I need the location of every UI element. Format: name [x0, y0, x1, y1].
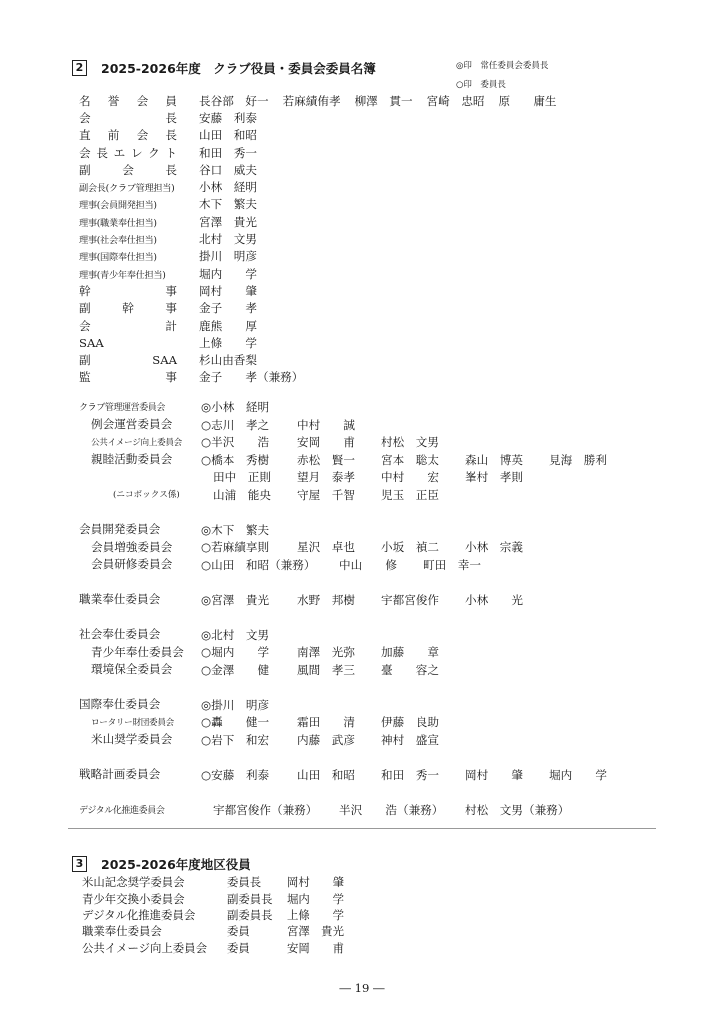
committees-list [79, 398, 699, 818]
committee-member: ○安藤 利泰 [201, 767, 270, 782]
officer-name: 金子 孝（兼務） [199, 370, 304, 385]
committee-members [201, 591, 699, 608]
officer-title: 監事 [79, 370, 177, 385]
committee-member: ◎宮澤 貴光 [201, 592, 270, 607]
officer-title: 副幹事 [79, 301, 177, 316]
officers-list [79, 92, 571, 386]
committee-row [79, 643, 699, 661]
district-officers-list [82, 874, 344, 956]
officer-names [199, 145, 271, 161]
committee-name: 国際奉仕委員会 [79, 697, 161, 712]
committee-member: 小林 光 [465, 592, 523, 607]
officer-row [79, 282, 571, 299]
officer-name: 柳澤 貫一 [354, 93, 413, 108]
committee-member: 伊藤 良助 [381, 715, 439, 730]
committee-member: 宮本 聡太 [381, 452, 439, 467]
committee-member: 和田 秀一 [381, 767, 439, 782]
committee-member: ○金澤 健 [201, 662, 270, 677]
committee-member: 守屋 千智 [297, 487, 355, 502]
section-title: 2025-2026年度 クラブ役員・委員会委員名簿 [101, 61, 376, 76]
committee-row [79, 416, 699, 434]
district-role: 委員 [227, 940, 250, 955]
district-row [82, 907, 344, 923]
committee-members [201, 486, 699, 503]
officer-row [79, 144, 571, 161]
district-name: 堀内 学 [287, 891, 344, 906]
officer-names [199, 179, 271, 195]
committee-members [201, 468, 699, 485]
committee-members [201, 713, 699, 730]
committee-row [79, 661, 699, 679]
officer-title: 会長 [79, 110, 177, 125]
officer-names [199, 335, 271, 351]
committee-row [79, 538, 699, 556]
committee-member: 宇都宮俊作 [381, 592, 439, 607]
committee-name: 青少年奉仕委員会 [91, 644, 184, 659]
officer-names [199, 352, 271, 368]
committee-name: 職業奉仕委員会 [79, 592, 161, 607]
committee-name: 戦略計画委員会 [79, 767, 161, 782]
committee-row [79, 521, 699, 539]
officer-title: 理事(職業奉仕担当) [79, 217, 157, 229]
committee-members [201, 643, 699, 660]
committee-name: 会員開発委員会 [79, 522, 161, 537]
district-committee: 米山記念奨学委員会 [82, 875, 185, 890]
committee-members [201, 626, 699, 643]
committee-members [201, 398, 699, 415]
officer-name: 和田 秀一 [199, 145, 257, 160]
committee-member: 児玉 正臣 [381, 487, 439, 502]
committee-member: 加藤 章 [381, 645, 439, 660]
committee-members [201, 661, 699, 678]
officer-names [199, 266, 271, 282]
committee-row [79, 486, 699, 504]
committee-member: 小林 宗義 [465, 540, 523, 555]
district-committee: 青少年交換小委員会 [82, 891, 185, 906]
officer-title: 理事(国際奉仕担当) [79, 252, 157, 264]
officer-name: 小林 経明 [199, 180, 257, 195]
committee-members [201, 766, 699, 783]
legend-chair-of-standing: ◎印 常任委員会委員長 [456, 61, 549, 71]
officer-row [79, 161, 571, 178]
officer-title: 直前会長 [79, 128, 177, 143]
committee-member: 岡村 肇 [465, 767, 523, 782]
committee-member: 半沢 浩（兼務） [339, 802, 444, 817]
district-role: 委員 [227, 924, 250, 939]
officer-title: 名誉会員 [79, 93, 177, 108]
committee-row [79, 696, 699, 714]
committee-members [201, 538, 699, 555]
section-divider [68, 828, 656, 829]
committee-name: 環境保全委員会 [91, 662, 173, 677]
section-number-box: 3 [72, 856, 87, 872]
officer-names [199, 93, 571, 109]
committee-member: ○橋本 秀樹 [201, 452, 270, 467]
committee-member: ◎小林 経明 [201, 400, 270, 415]
officer-names [199, 369, 317, 385]
officer-row [79, 248, 571, 265]
officer-row [79, 230, 571, 247]
committee-member: 中村 宏 [381, 470, 439, 485]
section-number-box: 2 [72, 60, 87, 76]
spacer [79, 608, 699, 626]
committee-member: 町田 幸一 [423, 557, 481, 572]
officer-names [199, 196, 271, 212]
officer-names [199, 127, 271, 143]
officer-title: 幹事 [79, 283, 177, 298]
spacer [79, 678, 699, 696]
committee-row [79, 731, 699, 749]
officer-name: 堀内 学 [199, 266, 257, 281]
committee-member: 星沢 卓也 [297, 540, 355, 555]
officer-title: 副SAA [79, 353, 177, 368]
committee-member: 南澤 光弥 [297, 645, 355, 660]
committee-row [79, 766, 699, 784]
district-role: 副委員長 [227, 907, 273, 922]
spacer [79, 783, 699, 801]
officer-name: 谷口 威夫 [199, 162, 257, 177]
committee-member: ◎掛川 明彦 [201, 697, 270, 712]
district-committee: 職業奉仕委員会 [82, 924, 162, 939]
committee-row [79, 433, 699, 451]
officer-row [79, 300, 571, 317]
committee-member: 望月 泰孝 [297, 470, 355, 485]
district-row [82, 874, 344, 890]
committee-name: 社会奉仕委員会 [79, 627, 161, 642]
officer-title: 理事(青少年奉仕担当) [79, 269, 166, 281]
committee-member: 堀内 学 [549, 767, 607, 782]
officer-name: 北村 文男 [199, 232, 257, 247]
officer-names [199, 214, 271, 230]
officer-names [199, 283, 271, 299]
officer-row [79, 213, 571, 230]
committee-member: ○志川 孝之 [201, 417, 270, 432]
section-title: 2025-2026年度地区役員 [101, 857, 251, 872]
committee-name: (ニコボックス係) [113, 490, 180, 501]
committee-row [79, 801, 699, 819]
officer-name: 上條 学 [199, 335, 257, 350]
committee-member: 村松 文男（兼務） [465, 802, 570, 817]
officer-title: 会計 [79, 318, 177, 333]
district-committee: デジタル化推進委員会 [82, 907, 196, 922]
district-row [82, 940, 344, 956]
officer-name: 木下 繁夫 [199, 197, 257, 212]
officer-name: 金子 孝 [199, 301, 257, 316]
officer-title: 会長エレクト [79, 145, 177, 160]
officer-row [79, 265, 571, 282]
committee-name: 会員増強委員会 [91, 539, 173, 554]
district-name: 岡村 肇 [287, 875, 344, 890]
officer-row [79, 109, 571, 126]
officer-name: 安藤 利泰 [199, 110, 257, 125]
committee-member: ◎北村 文男 [201, 627, 270, 642]
committee-member: ◎木下 繁夫 [201, 522, 270, 537]
district-role: 委員長 [227, 875, 262, 890]
committee-members [201, 696, 699, 713]
committee-name: ロータリー財団委員会 [91, 717, 174, 728]
committee-members [201, 521, 699, 538]
district-role: 副委員長 [227, 891, 273, 906]
committee-member: 峯村 孝則 [465, 470, 523, 485]
committee-member: 田中 正則 [213, 470, 271, 485]
committee-member: 森山 博英 [465, 452, 523, 467]
officer-title: 副会長(クラブ管理担当) [79, 183, 175, 195]
officer-name: 宮崎 忠昭 [426, 93, 485, 108]
officer-name: 若麻績侑孝 [282, 93, 341, 108]
committee-member: 内藤 武彦 [297, 732, 355, 747]
committee-member: ○轟 健一 [201, 715, 270, 730]
committee-row [79, 398, 699, 416]
section-3-heading [72, 855, 251, 873]
officer-row [79, 92, 571, 109]
committee-row [79, 591, 699, 609]
committee-member: ○若麻績享則 [201, 540, 270, 555]
district-committee: 公共イメージ向上委員会 [82, 940, 207, 955]
committee-name: 会員研修委員会 [91, 557, 173, 572]
officer-names [199, 318, 271, 334]
officer-row [79, 196, 571, 213]
committee-members [201, 731, 699, 748]
district-name: 安岡 甫 [287, 940, 344, 955]
officer-row [79, 369, 571, 386]
committee-members [201, 416, 699, 433]
spacer [79, 503, 699, 521]
committee-member: 臺 容之 [381, 662, 439, 677]
committee-member: ○山田 和昭（兼務） [201, 557, 316, 572]
committee-member: 神村 盛宣 [381, 732, 439, 747]
committee-member: 風間 孝三 [297, 662, 355, 677]
district-row [82, 923, 344, 939]
committee-member: ○堀内 学 [201, 645, 270, 660]
committee-name: 公共イメージ向上委員会 [91, 437, 182, 448]
committee-member: 中山 修 [339, 557, 397, 572]
committee-name: 親睦活動委員会 [91, 452, 173, 467]
officer-title: 理事(社会奉仕担当) [79, 235, 157, 247]
committee-member: 見海 勝利 [549, 452, 607, 467]
officer-names [199, 248, 271, 264]
officer-name: 杉山由香梨 [199, 353, 257, 368]
officer-names [199, 231, 271, 247]
committee-row [79, 713, 699, 731]
committee-members [201, 451, 699, 468]
committee-member: ○半沢 浩 [201, 435, 270, 450]
district-row [82, 890, 344, 906]
officer-row [79, 127, 571, 144]
officer-row [79, 178, 571, 195]
committee-name: クラブ管理運営委員会 [79, 403, 166, 414]
committee-row [79, 556, 699, 574]
legend-chair: ○印 委員長 [456, 80, 506, 90]
committee-members [201, 433, 699, 450]
district-name: 宮澤 貴光 [287, 924, 344, 939]
officer-name: 山田 和昭 [199, 128, 257, 143]
officer-title: 副会長 [79, 162, 177, 177]
officer-row [79, 351, 571, 368]
committee-name: デジタル化推進委員会 [79, 805, 165, 816]
committee-members [201, 556, 699, 573]
spacer [79, 573, 699, 591]
committee-name: 例会運営委員会 [91, 417, 173, 432]
committee-member: 安岡 甫 [297, 435, 355, 450]
committee-member: 霜田 清 [297, 715, 355, 730]
officer-name: 宮澤 貴光 [199, 214, 257, 229]
officer-row [79, 334, 571, 351]
committee-name: 米山奨学委員会 [91, 732, 173, 747]
officer-name: 長谷部 好一 [199, 93, 269, 108]
section-2-heading [72, 59, 376, 77]
committee-row [79, 451, 699, 469]
committee-member: ○岩下 和宏 [201, 732, 270, 747]
spacer [79, 748, 699, 766]
committee-member: 赤松 賢一 [297, 452, 355, 467]
officer-row [79, 317, 571, 334]
committee-member: 村松 文男 [381, 435, 439, 450]
officer-names [199, 300, 271, 316]
committee-row [79, 468, 699, 486]
committee-member: 小坂 禎二 [381, 540, 439, 555]
committee-row [79, 626, 699, 644]
officer-title: 理事(会員開発担当) [79, 200, 157, 212]
committee-member: 中村 誠 [297, 417, 355, 432]
officer-names [199, 162, 271, 178]
officer-name: 掛川 明彦 [199, 249, 257, 264]
committee-member: 水野 邦樹 [297, 592, 355, 607]
officer-name: 鹿熊 厚 [199, 318, 257, 333]
committee-members [201, 801, 699, 818]
committee-member: 山田 和昭 [297, 767, 355, 782]
officer-name: 原 庸生 [498, 93, 557, 108]
committee-member: 山浦 能央 [213, 487, 271, 502]
page-number: ― 19 ― [339, 981, 385, 995]
committee-member: 宇都宮俊作（兼務） [213, 802, 318, 817]
district-name: 上條 学 [287, 907, 344, 922]
officer-name: 岡村 肇 [199, 283, 257, 298]
officer-title: SAA [79, 335, 104, 350]
officer-names [199, 110, 271, 126]
